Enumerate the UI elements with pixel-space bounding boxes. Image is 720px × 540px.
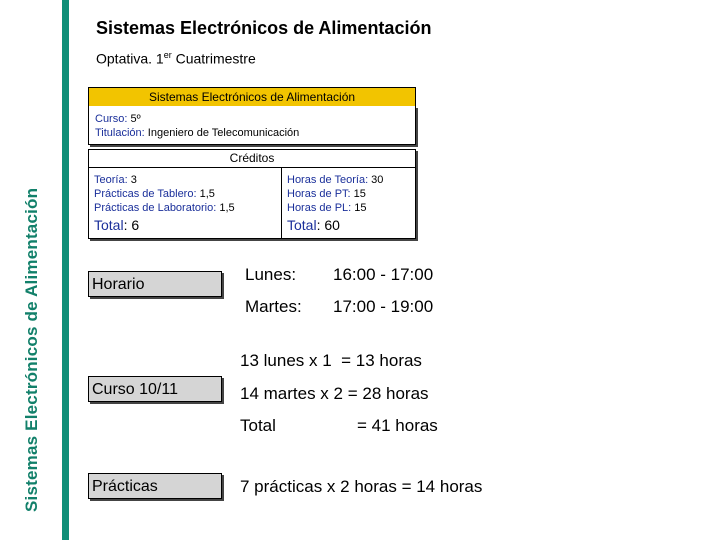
schedule-day: Lunes: — [245, 265, 297, 284]
course-info-box — [88, 106, 416, 145]
hours-total — [287, 218, 383, 232]
titulacion-label: Titulación: — [95, 127, 145, 139]
credit-row — [94, 201, 235, 215]
schedule-time: 17:00 - 19:00 — [333, 297, 434, 316]
hours-total-value: = 41 horas — [357, 416, 438, 435]
horario-label-box: Horario — [88, 271, 222, 297]
credit-label: Teoría: — [94, 174, 128, 186]
hours-value: 30 — [368, 174, 384, 186]
practicas-hours: 7 prácticas x 2 horas = 14 horas — [240, 477, 483, 496]
subtitle-pre: Optativa. 1 — [96, 50, 164, 67]
hours-label: Horas de PT: — [287, 188, 351, 200]
hours-row — [287, 173, 383, 187]
credit-value: 1,5 — [216, 202, 235, 214]
schedule-time: 16:00 - 17:00 — [333, 265, 434, 284]
creditos-header: Créditos — [89, 150, 415, 168]
total-label: Total — [94, 217, 124, 233]
creditos-right-column — [287, 173, 383, 232]
titulacion-line — [89, 126, 415, 140]
credit-label: Prácticas de Laboratorio: — [94, 202, 217, 214]
hours-total-label: Total — [240, 416, 276, 435]
credit-row — [94, 173, 235, 187]
practicas-label-box: Prácticas — [88, 473, 222, 499]
credit-label: Prácticas de Tablero: — [94, 188, 197, 200]
schedule-day: Martes: — [245, 297, 302, 316]
vertical-accent-bar — [62, 0, 69, 540]
subtitle-post: Cuatrimestre — [171, 50, 256, 67]
vertical-title: Sistemas Electrónicos de Alimentación — [22, 187, 41, 512]
credit-value: 1,5 — [196, 188, 215, 200]
creditos-table — [88, 149, 416, 239]
curso-label-box: Curso 10/11 — [88, 376, 222, 402]
page-subtitle — [96, 50, 256, 67]
hours-value: 15 — [350, 188, 366, 200]
total-label: Total — [287, 217, 317, 233]
total-value: : 6 — [123, 217, 140, 233]
hours-label: Horas de Teoría: — [287, 174, 369, 186]
hours-row — [287, 187, 383, 201]
credit-total — [94, 218, 235, 232]
creditos-left-column — [94, 173, 235, 232]
subtitle-sup: er — [163, 50, 172, 60]
curso-value: 5º — [127, 113, 141, 125]
creditos-divider — [281, 168, 282, 238]
hours-row — [287, 201, 383, 215]
hours-label: Horas de PL: — [287, 202, 352, 214]
credit-row — [94, 187, 235, 201]
credit-value: 3 — [127, 174, 137, 186]
hours-calc-line: 13 lunes x 1 = 13 horas — [240, 351, 422, 370]
hours-calc-line: 14 martes x 2 = 28 horas — [240, 384, 429, 403]
curso-label: Curso: — [95, 113, 128, 125]
titulacion-value: Ingeniero de Telecomunicación — [144, 127, 300, 139]
curso-line — [89, 112, 415, 126]
hours-value: 15 — [351, 202, 367, 214]
total-value: : 60 — [316, 217, 340, 233]
page-title: Sistemas Electrónicos de Alimentación — [96, 18, 432, 38]
course-table-header: Sistemas Electrónicos de Alimentación — [88, 87, 416, 107]
